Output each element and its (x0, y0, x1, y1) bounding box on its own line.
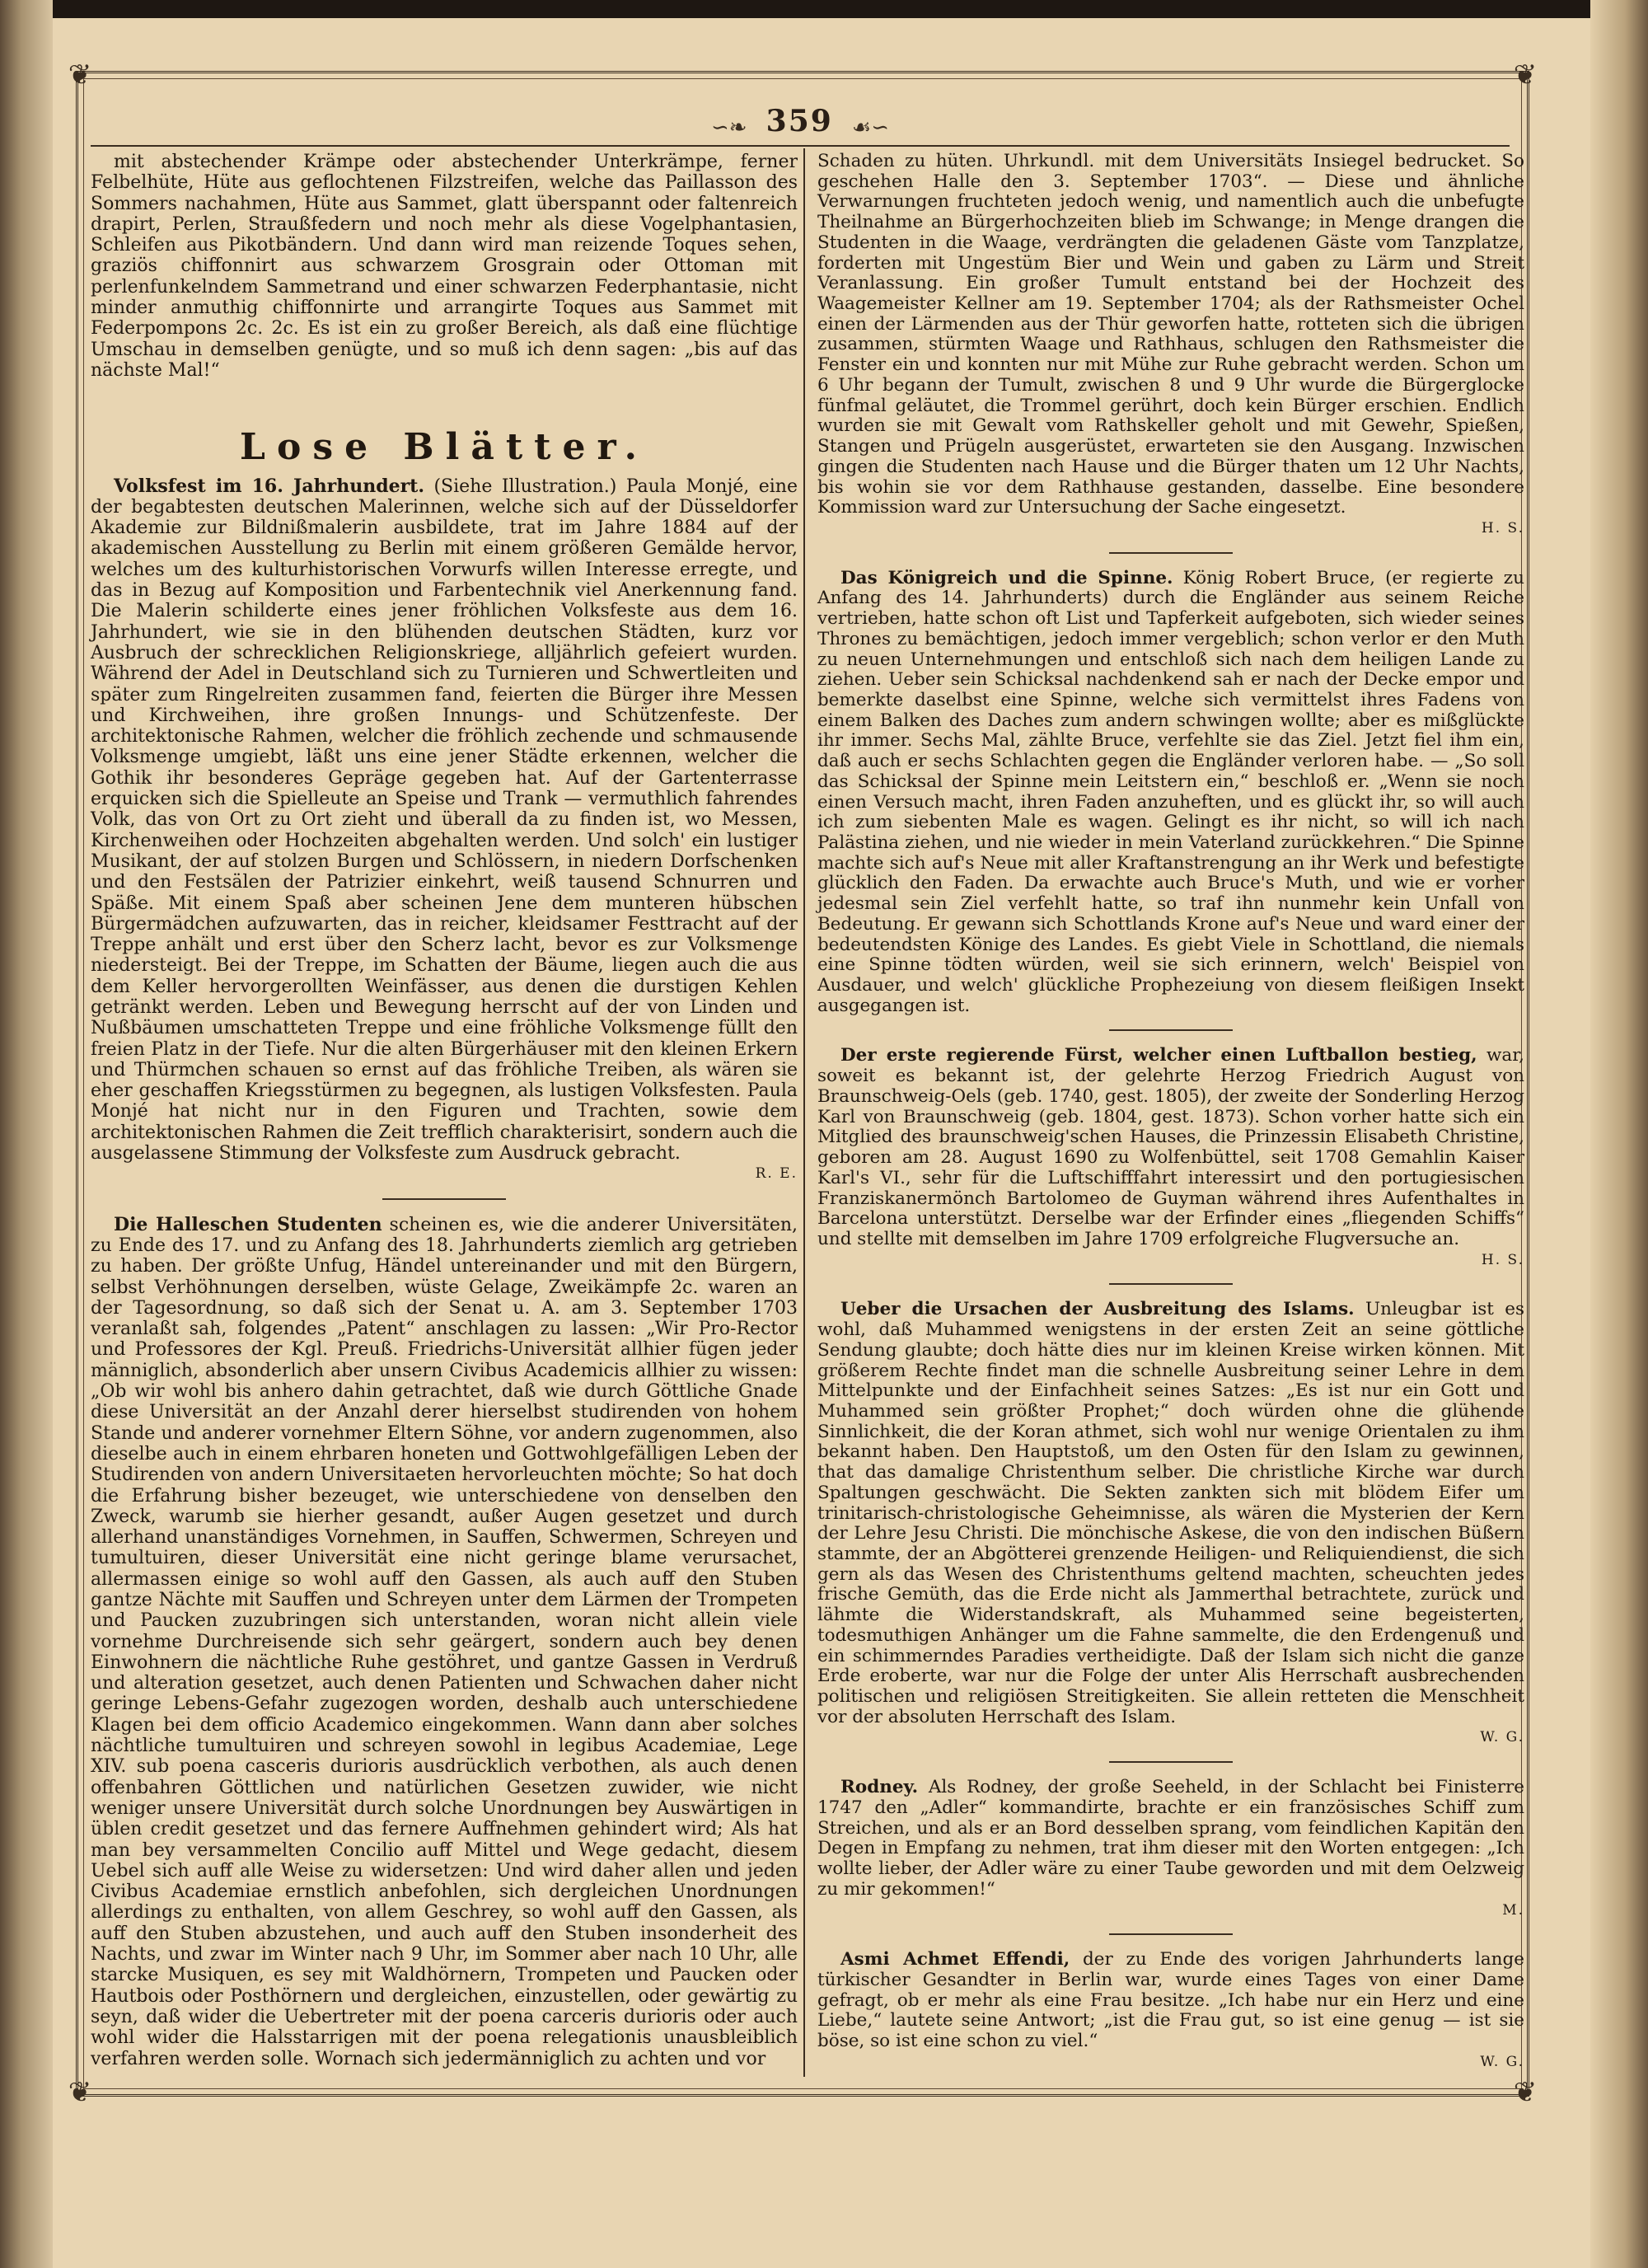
article-rodney (817, 1778, 1524, 1900)
left-column (91, 152, 798, 2072)
article-signature: W. G. (1480, 2053, 1524, 2070)
article-lead: Ueber die Ursachen der Ausbreitung des Islams. (840, 1299, 1355, 1320)
separator-rule (1109, 1283, 1233, 1285)
flourish-right-icon: ☙∽ (851, 115, 889, 140)
corner-ornament-icon: ❦ (1513, 2076, 1538, 2109)
article-signature: R. E. (755, 1165, 798, 1183)
article-lead: Rodney. (840, 1777, 919, 1798)
page-header (82, 104, 1518, 145)
article-body: war, soweit es bekannt ist, der gelehrte Herzog Friedrich August von Braunschweig-Oels (geb. 1740, gest. 1805), der zweite der Sonderling Herzog Karl von Braunschweig (geb. 1804, gest. 1873). Schon vorher hatte sich ein Mitglied des braunschweig'schen Hauses, die Prinzessin Elisabeth Christine, geboren am 28. August 1690 zu Wolfenbüttel, seit 1708 Gemahlin Kaiser Karl's VI., sehr für die Luftschifffahrt interessirt und den portugiesischen Franziskanermönch Bartolomeo de Guyman während ihres Aufenthaltes in Barcelona unterstützt. Derselbe war der Erfinder eines „fliegenden Schiffs“ und stellte mit demselben im Jahre 1709 erfolgreiche Flugversuche an. (817, 1045, 1524, 1249)
scan-top-edge (0, 0, 1648, 18)
separator-rule (1109, 552, 1233, 554)
separator-rule (382, 1198, 506, 1200)
page-curl-shadow (1590, 0, 1648, 2268)
section-title: Lose Blätter. (240, 426, 648, 469)
page-number: 359 (765, 104, 833, 138)
article-islam (817, 1300, 1524, 1727)
fashion-continuation: mit abstechender Krämpe oder abstechender Unterkrämpe, ferner Felbelhüte, Hüte aus geflochtenen Filzstreifen, welche das Paillasson des Sommers nachahmen, Hüte aus Sammet, glatt überspannt oder faltenreich drapirt, Perlen, Straußfedern und noch mehr als diese Vogelphantasien, Schleifen aus Pikotbändern. Und dann wird man reizende Toques sehen, graziös chiffonnirt aus schwarzem Grosgrain oder Ottoman mit perlenfunkelndem Sammetrand und einer schwarzen Federphantasie, nicht minder anmuthig chiffonnirte und arrangirte Toques aus Sammet mit Federpompons 2c. 2c. Es ist ein zu großer Bereich, als daß eine flüchtige Umschau in demselben genügte, und so muß ich denn sagen: „bis auf das nächste Mal!“ (91, 152, 798, 381)
article-signature: M. (1502, 1901, 1524, 1919)
halle-continuation: Schaden zu hüten. Uhrkundl. mit dem Universitäts Insiegel bedrucket. So geschehen Halle den 3. September 1703“. — Diese und ähnliche Verwarnungen fruchteten jedoch wenig, und namentlich auch die unbefugte Theilnahme an Bürgerhochzeiten blieb im Schwange; in Menge drangen die Studenten in die Waage, verdrängten die geladenen Gäste vom Tanzplatze, forderten mit Ungestüm Bier und Wein und gaben zu Lärm und Streit Veranlassung. Ein großer Tumult entstand bei der Hochzeit des Waagemeister Kellner am 19. September 1704; als der Rathsmeister Ochel einen der Lärmenden aus der Thür geworfen hatte, rotteten sich die übrigen zusammen, stürmten Waage und Rathhaus, schlugen den Rathsmeister die Fenster ein und konnten nur mit Mühe zur Ruhe gebracht werden. Schon um 6 Uhr begann der Tumult, zwischen 8 und 9 Uhr wurde die Bürgerglocke fünfmal geläutet, die Trommel gerührt, doch kein Bürger erschien. Endlich wurden sie mit Gewalt vom Rathskeller geholt und mit Gewehr, Spießen, Stangen und Prügeln ausgerüstet, erwarteten sie den Ausgang. Inzwischen gingen die Studenten nach Hause und die Bürger thaten um 12 Uhr Nachts, bis wohin sie vor dem Rathhause gestanden, dasselbe. Eine besondere Kommission ward zur Untersuchung der Sache eingesetzt. (817, 151, 1524, 518)
article-lead: Asmi Achmet Effendi, (840, 1949, 1070, 1970)
article-lead: Der erste regierende Fürst, welcher einen Luftballon bestieg, (840, 1045, 1477, 1066)
column-divider (803, 148, 805, 2077)
article-luftballon (817, 1046, 1524, 1249)
article-volksfest (91, 476, 798, 1164)
article-lead: Das Königreich und die Spinne. (840, 567, 1173, 588)
article-halle-studenten (91, 1215, 798, 2069)
article-spinne (817, 569, 1524, 1017)
right-column (817, 152, 1524, 2072)
article-signature: W. G. (1480, 1729, 1524, 1746)
article-signature: H. S. (1481, 1251, 1524, 1268)
article-body: scheinen es, wie die anderer Universitäten, zu Ende des 17. und zu Anfang des 18. Jahrhunderts ziemlich arg getrieben zu haben. Der größte Unfug, Händel untereinander und mit den Bürgern, selbst Verhöhnungen derselben, wüste Gelage, Zweikämpfe 2c. waren an der Tagesordnung, so daß sich der Senat u. A. am 3. September 1703 veranlaßt sah, folgendes „Patent“ anschlagen zu lassen: „Wir Pro-Rector und Professores der Kgl. Preuß. Friedrichs-Universität allhier fügen jeder männiglich, absonderlich aber unsern Civibus Academicis allhier zu wissen: „Ob wir wohl bis anhero dahin getrachtet, daß wie durch Göttliche Gnade diese Universität an der Anzahl derer hierselbst studirenden von hohem Stande und anderer vornehmer Eltern Söhne, vor andern zugenommen, also dieselbe auch in einem ehrbaren honeten und Gottwohlgefälligen Leben der Studirenden von andern Universitaeten hervorleuchten möchte; So hat doch die Erfahrung bisher bezeuget, wie unterschiedene von denselben den Zweck, warumb sie hierher gesandt, außer Augen gesetzet und durch allerhand unanständiges Vornehmen, in Sauffen, Schwermen, Schreyen und tumultuiren, dieser Universität eine nicht geringe blame verursachet, allermassen einige so wohl auff den Gassen, als auch auff den Stuben gantze Nächte mit Sauffen und Schreyen unter dem Lärmen der Trompeten und Paucken zuzubringen sich unterstanden, woran nicht allein viele vornehme Durchreisende sich sehr geärgert, sondern auch bey denen Einwohnern die nächtliche Ruhe gestöhret, und gantze Gassen in Verdruß und alteration gesetzet, auch denen Patienten und Schwachen daher nicht geringe Lebens-Gefahr zugezogen worden, deshalb auch unterschiedene Klagen bei dem officio Academico eingekommen. Wann dann aber solches nächtliche tumultuiren und schreyen sowohl in legibus Academiae, Lege XIV. sub poena casceris durioris ausdrücklich verbothen, als auch denen offenbahren Göttlichen und natürlichen Gesetzen zuwider, wie nicht weniger unsere Universität durch solche Unordnungen bey Auswärtigen in üblen credit gesetzet und das fernere Auffnehmen gehindert wird; Als hat man bey versammelten Concilio auff Mittel und Wege gedacht, diesem Uebel sich auff alle Weise zu widersetzen: Und wird daher allen und jeden Civibus Academiae ernstlich anbefohlen, sich dergleichen Unordnungen allerdings zu enthalten, von allem Geschrey, so wohl auff den Gassen, als auff den Stuben abzustehen, und auch auff den Stuben insonderheit des Nachts, und zwar im Winter nach 9 Uhr, im Sommer aber nach 10 Uhr, alle starcke Musiquen, es sey mit Waldhörnern, Trompeten und Paucken oder Hautbois oder Posthörnern und dergleichen, einzustellen, oder gewärtig zu seyn, daß wider die Uebertreter mit der poena carceris durioris oder auch wohl wider die Halsstarrigen mit der poena relegationis unausbleiblich verfahren werden solle. Wornach sich jedermänniglich zu achten und vor (91, 1214, 798, 2069)
article-body: König Robert Bruce, (er regierte zu Anfang des 14. Jahrhunderts) durch die Engländer aus seinem Reiche vertrieben, hatte schon oft List und Tapferkeit aufgeboten, sich wieder seines Thrones zu bemächtigen, jedoch immer vergeblich; schon verlor er den Muth zu neuen Unternehmungen und entschloß sich nach dem heiligen Lande zu ziehen. Ueber sein Schicksal nachdenkend sah er nach der Decke empor und bemerkte daselbst eine Spinne, welche sich vermittelst ihres Fadens von einem Balken des Daches zum andern schwingen wollte; aber es mißglückte ihr immer. Sechs Mal, zählte Bruce, verfehlte sie das Ziel. Jetzt fiel ihm ein, daß auch er sechs Schlachten gegen die Engländer verloren habe. — „So soll das Schicksal der Spinne mein Leitstern ein,“ beschloß er. „Wenn sie noch einen Versuch macht, ihren Faden anzuheften, und es glückt ihr, so will auch ich zum siebenten Male es wagen. Gelingt es ihr nicht, so will ich nach Palästina ziehen, und nie wieder in mein Vaterland zurückkehren.“ Die Spinne machte sich auf's Neue mit aller Kraftanstrengung an ihr Werk und befestigte glücklich den Faden. Da erwachte auch Bruce's Muth, und wie er vorher jedesmal sein Ziel verfehlt hatte, so traf ihn nunmehr kein Unfall von Bedeutung. Er gewann sich Schottlands Krone auf's Neue und ward einer der bedeutendsten Könige des Landes. Es giebt Viele in Schottland, die niemals eine Spinne tödten würden, weil sie sich erinnern, welch' Beispiel von Ausdauer, und welch' glückliche Prophezeiung von diesem fleißigen Insekt ausgegangen ist. (817, 567, 1524, 1016)
corner-ornament-icon: ❦ (1513, 59, 1538, 91)
article-body: Als Rodney, der große Seeheld, in der Schlacht bei Finisterre 1747 den „Adler“ kommandirte, brachte er ein französisches Schiff zum Streichen, und als er an Bord desselben sprang, vom feindlichen Kapitän den Degen in Empfang zu nehmen, trat ihm dieser mit den Worten entgegen: „Ich wollte lieber, der Adler wäre zu einer Taube geworden und mit dem Oelzweig zu mir gekommen!“ (817, 1777, 1524, 1900)
separator-rule (1109, 1933, 1233, 1935)
article-effendi (817, 1950, 1524, 2052)
separator-rule (1109, 1761, 1233, 1763)
binding-edge (0, 0, 53, 2268)
article-body: Unleugbar ist es wohl, daß Muhammed wenigstens in der ersten Zeit an seine göttliche Sendung glaubte; doch hätte dies nur im kleinen Kreise wirken können. Mit größerem Rechte findet man die schnelle Ausbreitung seiner Lehre in dem Mittelpunkte und der Einfachheit seines Satzes: „Es ist nur ein Gott und Muhammed sein größter Prophet;“ doch würden ohne die glühende Sinnlichkeit, die der Koran athmet, sich wohl nur wenige Orientalen zu ihm bekannt haben. Den Hauptstoß, um den Osten für den Islam zu gewinnen, that das damalige Christenthum selber. Die christliche Kirche war durch Spaltungen geschwächt. Die Sekten zankten sich mit blödem Eifer um trinitarisch-christologische Geheimnisse, als wären die Mysterien der Kern der Lehre Jesu Christi. Die mönchische Askese, die von den indischen Büßern stammte, der an Abgötterei grenzende Heiligen- und Reliquiendienst, die sich gern als das Wesen des Christenthums geltend machten, scheuchten jedes frische Gemüth, das die Erde nicht als Jammerthal betrachtete, zurück und lähmte die Widerstandskraft, als Muhammed seine begeisterten, todesmuthigen Anhänger um die Fahne sammelte, die den Erdengenuß und ein schimmerndes Paradies vertheidigte. Daß der Islam sich nicht die ganze Erde eroberte, war nur die Folge der unter Alis Herrschaft ausbrechenden politischen und religiösen Streitigkeiten. Sie allein retteten die Menschheit vor der absoluten Herrschaft des Islam. (817, 1299, 1524, 1727)
article-body: (Siehe Illustration.) Paula Monjé, eine der begabtesten deutschen Malerinnen, welche sich auf der Düsseldorfer Akademie zur Bildnißmalerin ausbildete, trat im Jahre 1884 auf der akademischen Ausstellung zu Berlin mit einem größeren Gemälde hervor, welches um des kulturhistorischen Vorwurfs willen Interesse erregte, und das in Bezug auf Komposition und Farbentechnik viel Anerkennung fand. Die Malerin schilderte eines jener fröhlichen Volksfeste aus dem 16. Jahrhundert, wie sie in den blühenden deutschen Städten, kurz vor Ausbruch der schrecklichen Religionskriege, alljährlich gefeiert wurden. Während der Adel in Deutschland sich zu Turnieren und Schwertleiten und später zum Ringelreiten zusammen fand, feierten die Bürger ihre Messen und Kirchweihen, ihre großen Innungs- und Schützenfeste. Der architektonische Rahmen, welcher die fröhlich zechende und schmausende Volksmenge umgiebt, läßt uns eine jener Städte erkennen, welcher die Gothik ihr besonderes Gepräge gegeben hat. Auf der Gartenterrasse erquicken sich die Spielleute an Speise und Trank — vermuthlich fahrendes Volk, das von Ort zu Ort zieht und überall da zu finden ist, wo Messen, Kirchenweihen oder Hochzeiten abgehalten werden. Und solch' ein lustiger Musikant, der auf stolzen Burgen und Schlössern, in niedern Dorfschenken und den Festsälen der Patrizier einkehrt, weiß tausend Schnurren und Späße. Mit einem Spaß aber scheinen Jene dem munteren hübschen Bürgermädchen aufzuwarten, das in reicher, kleidsamer Festtracht auf der Treppe anhält und erst über den Scherz lacht, bevor es zur Volksmenge niedersteigt. Bei der Treppe, im Schatten der Bäume, liegen auch die aus dem Keller hervorgerollten Weinfässer, aus denen die durstigen Kehlen getränkt werden. Leben und Bewegung herrscht auf der von Linden und Nußbäumen umschatteten Treppe und eine fröhliche Volksmenge füllt den freien Platz in der Tiefe. Nur die alten Bürgerhäuser mit den kleinen Erkern und Thürmchen schauen so ernst auf das fröhliche Treiben, als wären sie eher geschaffen Kriegsstürmen zu begegnen, als lustigen Volksfesten. Paula Monjé hat nicht nur in den Figuren und Trachten, sowie dem architektonischen Rahmen die Zeit trefflich charakterisirt, sondern auch die ausgelassene Stimmung der Volksfeste zum Ausdruck gebracht. (91, 476, 798, 1164)
corner-ornament-icon: ❦ (68, 59, 92, 91)
article-lead: Volksfest im 16. Jahrhundert. (114, 475, 425, 497)
separator-rule (1109, 1029, 1233, 1031)
article-body: der zu Ende des vorigen Jahrhunderts lange türkischer Gesandter in Berlin war, wurde eines Tages von einer Dame gefragt, ob er mehr als eine Frau besitze. „Ich habe nur ein Herz und eine Liebe,“ lautete seine Antwort; „ist die Frau gut, so ist eine genug — ist sie böse, so ist eine schon zu viel.“ (817, 1949, 1524, 2052)
flourish-left-icon: ∽❧ (710, 115, 747, 140)
article-lead: Die Halleschen Studenten (114, 1213, 382, 1235)
corner-ornament-icon: ❦ (68, 2076, 92, 2109)
article-signature: H. S. (1481, 519, 1524, 537)
header-rule (91, 145, 1510, 147)
